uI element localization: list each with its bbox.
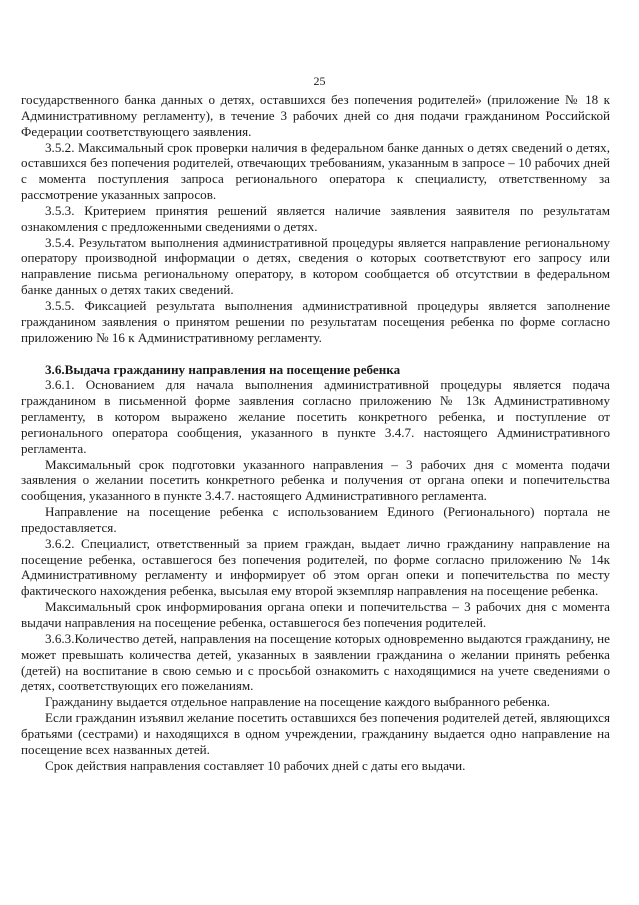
document-body: [21, 92, 610, 773]
section-gap: [21, 346, 610, 362]
paragraph-siblings: Если гражданин изъявил желание посетить оставшихся без попечения родителей детей, являющихся братьями (сестрами) и находящихся в одном учреждении, гражданину выдается одно направление на посещение всех названных детей.: [21, 710, 610, 757]
paragraph-validity-term: Срок действия направления составляет 10 рабочих дней с даты его выдачи.: [45, 757, 466, 773]
paragraph-portal-note: Направление на посещение ребенка с использованием Единого (Регионального) портала не предоставляется.: [21, 504, 610, 535]
paragraph-continuation: государственного банка данных о детях, оставшихся без попечения родителей» (приложение № 18 к Административному регламенту), в течение 3 рабочих дней со дня подачи гражданином Российской Федерации соответствующего заявления.: [21, 92, 610, 139]
paragraph-3-6-2: 3.6.2. Специалист, ответственный за прием граждан, выдает лично гражданину направление на посещение ребенка, оставшегося без попечения родителей, по форме согласно приложению № 14к Административному регламенту и информирует об этом орган опеки и попечительства по месту фактического нахождения ребенка, высылая ему второй экземпляр направления на посещение ребенка.: [21, 535, 610, 599]
paragraph-separate-referral: Гражданину выдается отдельное направление на посещение каждого выбранного ребенка.: [45, 694, 551, 710]
section-heading-3-6: 3.6.Выдача гражданину направления на посещение ребенка: [45, 361, 401, 377]
paragraph-3-5-2: 3.5.2. Максимальный срок проверки наличия в федеральном банке данных о детях сведений о детях, оставшихся без попечения родителей, отвечающих требованиям, указанным в запросе – 10 рабочих дней с момента поступления запроса регионального оператора к специалисту, ответственному за рассмотрение указанных запросов.: [21, 139, 610, 203]
paragraph-3-5-3: 3.5.3. Критерием принятия решений является наличие заявления заявителя по результатам ознакомления с предложенными сведениями о детях.: [21, 202, 610, 234]
paragraph-3-5-5: 3.5.5. Фиксацией результата выполнения административной процедуры является заполнение гражданином заявления о принятом решении по результатам посещения ребенка по форме согласно приложению № 16 к Административному регламенту.: [21, 297, 610, 345]
paragraph-3-6-1: 3.6.1. Основанием для начала выполнения административной процедуры является подача гражданином в письменной форме заявления согласно приложению № 13к Административному регламенту, в котором выражено желание посетить конкретного ребенка, и поступление от регионального оператора сообщения, указанного в пункте 3.4.7. настоящего Административного регламента.: [21, 377, 610, 456]
paragraph-max-term-informing: Максимальный срок информирования органа опеки и попечительства – 3 рабочих дня с момента выдачи направления на посещение ребенка, оставшегося без попечения родителей.: [21, 599, 610, 630]
paragraph-3-5-4: 3.5.4. Результатом выполнения административной процедуры является направление региональному оператору производной информации о детях, сведения о которых соответствуют его запросу или направление письма региональному оператору, в котором сообщается об отсутствии в федеральном банке данных о детях таких сведений.: [21, 234, 610, 298]
paragraph-max-term-preparation: Максимальный срок подготовки указанного направления – 3 рабочих дня с момента подачи заявления о желании посетить конкретного ребенка и получения от органа опеки и попечительства сообщения, указанного в пункте 3.4.7. настоящего Административного регламента.: [21, 456, 610, 504]
page-number: 25: [313, 74, 326, 88]
paragraph-3-6-3: 3.6.3.Количество детей, направления на посещение которых одновременно выдаются гражданину, не может превышать количества детей, указанных в заявлении гражданина о желании принять ребенка (детей) на воспитание в свою семью и с просьбой ознакомить с находящимися на учете сведениями о детях, соответствующих его пожеланиям.: [21, 630, 610, 694]
